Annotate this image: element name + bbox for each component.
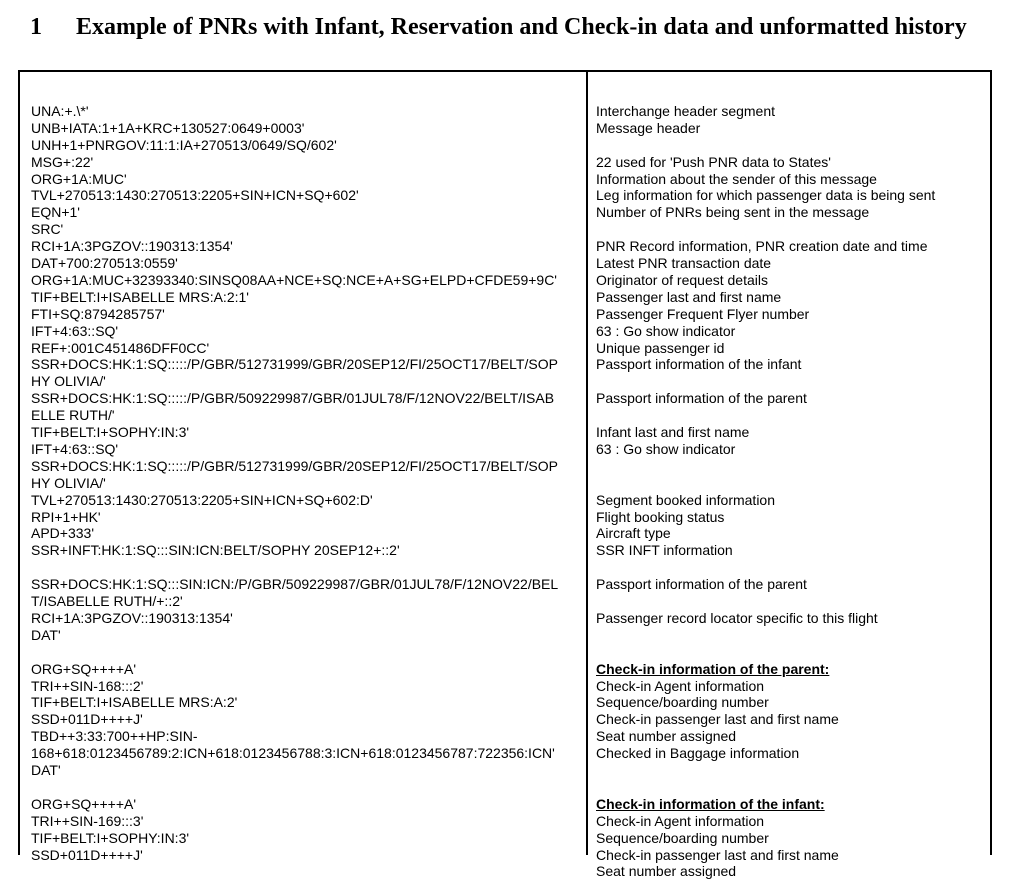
description-line: 63 : Go show indicator (596, 440, 736, 457)
description-line: Unique passenger id (596, 339, 725, 356)
description-line: Passport information of the infant (596, 356, 802, 373)
code-line: SSR+DOCS:HK:1:SQ:::::/P/GBR/509229987/GBR/01JUL78/F/12NOV22/BELT/ISAB (31, 390, 555, 407)
description-line: Leg information for which passenger data is being sent (596, 187, 936, 204)
code-line: 168+618:0123456789:2:ICN+618:0123456788:3:ICN+618:0123456787:722356:ICN' (31, 745, 555, 762)
code-line: IFT+4:63::SQ' (31, 322, 119, 339)
code-line: RPI+1+HK' (31, 508, 101, 525)
column-divider (586, 72, 588, 855)
code-line: TVL+270513:1430:270513:2205+SIN+ICN+SQ+602:D' (31, 491, 373, 508)
description-line: 22 used for 'Push PNR data to States' (596, 153, 831, 170)
code-line: UNH+1+PNRGOV:11:1:IA+270513/0649/SQ/602' (31, 136, 337, 153)
code-line: TRI++SIN-169:::3' (31, 812, 144, 829)
code-line: SSD+011D++++J' (31, 711, 143, 728)
code-line: SSD+011D++++J' (31, 846, 143, 863)
code-line: IFT+4:63::SQ' (31, 440, 119, 457)
code-line: UNB+IATA:1+1A+KRC+130527:0649+0003' (31, 119, 305, 136)
description-line: Latest PNR transaction date (596, 255, 772, 271)
description-line: PNR Record information, PNR creation date and time (596, 238, 928, 255)
code-line: TIF+BELT:I+ISABELLE MRS:A:2' (31, 694, 238, 711)
description-line: Aircraft type (596, 525, 671, 542)
code-line: ORG+1A:MUC' (31, 170, 127, 187)
code-line: UNA:+.\*' (31, 102, 89, 119)
description-line: Seat number assigned (596, 863, 737, 880)
code-line: RCI+1A:3PGZOV::190313:1354' (31, 609, 233, 626)
code-line: TVL+270513:1430:270513:2205+SIN+ICN+SQ+602' (31, 187, 359, 204)
code-line: HY OLIVIA/' (31, 373, 106, 390)
code-line: DAT' (31, 626, 61, 643)
code-line: HY OLIVIA/' (31, 474, 106, 491)
description-line: Infant last and first name (596, 424, 750, 440)
code-line: RCI+1A:3PGZOV::190313:1354' (31, 238, 233, 255)
description-line: Passenger last and first name (596, 288, 782, 305)
description-line: Check-in Agent information (596, 812, 765, 829)
heading-number: 1 (30, 14, 42, 40)
description-line: Originator of request details (596, 271, 768, 288)
code-line: FTI+SQ:8794285757' (31, 305, 165, 322)
code-line: MSG+:22' (31, 153, 94, 170)
code-line: ORG+SQ++++A' (31, 795, 137, 812)
pnr-example-table (18, 70, 992, 880)
description-line: Number of PNRs being sent in the message (596, 204, 870, 221)
description-line: Sequence/boarding number (596, 694, 769, 711)
description-line: Message header (596, 119, 701, 136)
description-line: Flight booking status (596, 508, 725, 525)
description-line: Seat number assigned (596, 728, 737, 745)
description-line: Check-in passenger last and first name (596, 711, 839, 728)
code-line: ORG+1A:MUC+32393340:SINSQ08AA+NCE+SQ:NCE+A+SG+ELPD+CFDE59+9C' (31, 271, 557, 288)
code-line: TIF+BELT:I+SOPHY:IN:3' (31, 829, 190, 846)
code-line: ORG+SQ++++A' (31, 660, 137, 677)
section-heading: Check-in information of the infant: (596, 795, 825, 812)
section-heading: Check-in information of the parent: (596, 660, 830, 677)
code-line: SSR+DOCS:HK:1:SQ:::::/P/GBR/512731999/GBR/20SEP12/FI/25OCT17/BELT/SOP (31, 457, 558, 474)
code-line: DAT+700:270513:0559' (31, 255, 178, 271)
description-line: SSR INFT information (596, 542, 733, 559)
code-line: T/ISABELLE RUTH/+::2' (31, 593, 183, 609)
description-line: Segment booked information (596, 491, 775, 508)
description-line: Interchange header segment (596, 102, 776, 119)
code-line: SSR+DOCS:HK:1:SQ:::::/P/GBR/512731999/GBR/20SEP12/FI/25OCT17/BELT/SOP (31, 356, 558, 373)
description-line: 63 : Go show indicator (596, 322, 736, 339)
code-line: SSR+INFT:HK:1:SQ:::SIN:ICN:BELT/SOPHY 20SEP12+::2' (31, 542, 400, 559)
description-line: Information about the sender of this message (596, 170, 877, 187)
code-line: EQN+1' (31, 204, 80, 221)
description-line: Check-in passenger last and first name (596, 846, 839, 863)
code-line: TIF+BELT:I+SOPHY:IN:3' (31, 424, 190, 440)
code-line: SRC' (31, 221, 64, 238)
code-line: TBD++3:33:700++HP:SIN- (31, 728, 198, 745)
code-line: SSR+DOCS:HK:1:SQ:::SIN:ICN:/P/GBR/509229987/GBR/01JUL78/F/12NOV22/BEL (31, 576, 559, 593)
code-line: TIF+BELT:I+ISABELLE MRS:A:2:1' (31, 288, 249, 305)
code-line: APD+333' (31, 525, 94, 542)
description-line: Sequence/boarding number (596, 829, 769, 846)
description-line: Passport information of the parent (596, 390, 807, 407)
code-line: DAT' (31, 762, 61, 778)
code-line: REF+:001C451486DFF0CC' (31, 339, 210, 356)
code-line: ELLE RUTH/' (31, 407, 115, 424)
heading-title: Example of PNRs with Infant, Reservation and Check-in data and unformatted history (76, 14, 967, 40)
code-line: TRI++SIN-168:::2' (31, 677, 144, 694)
description-line: Passenger Frequent Flyer number (596, 305, 810, 322)
description-line: Check-in Agent information (596, 677, 765, 694)
description-line: Passenger record locator specific to this flight (596, 609, 878, 626)
page-heading (30, 10, 967, 44)
description-line: Passport information of the parent (596, 576, 807, 593)
description-line: Checked in Baggage information (596, 745, 800, 762)
